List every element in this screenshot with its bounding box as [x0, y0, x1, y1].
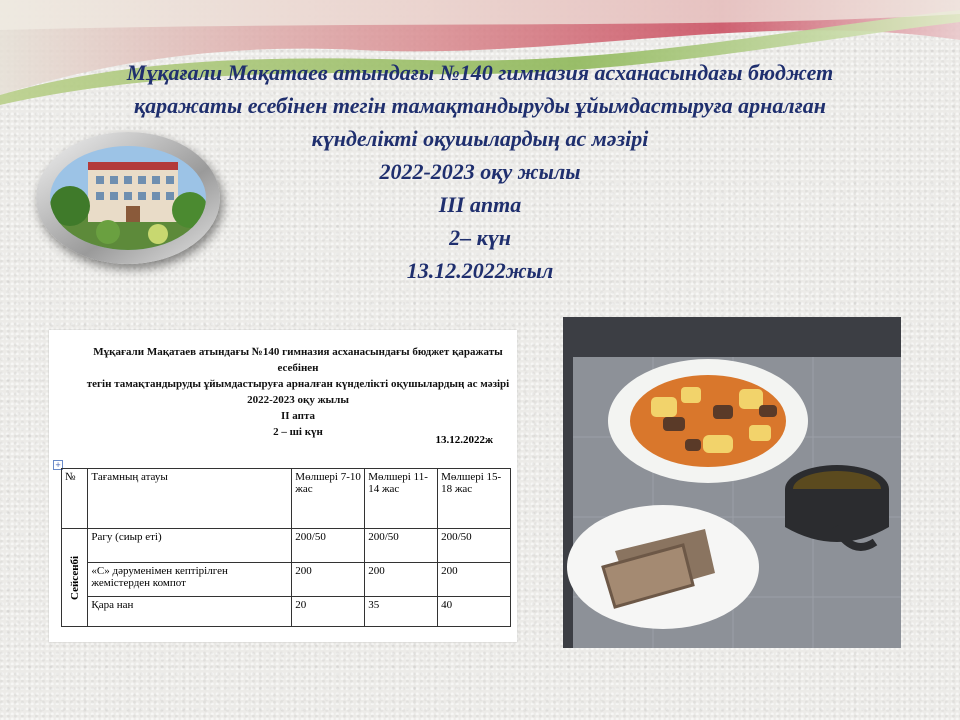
header-age-7-10: Мөлшері 7-10 жас	[292, 469, 365, 529]
title-line-3: күнделікті оқушылардың ас мәзірі	[311, 126, 649, 151]
table-move-handle-icon: +	[53, 460, 63, 470]
beef-ragout	[630, 375, 786, 467]
portion-15-18: 40	[438, 597, 511, 627]
table-row	[62, 597, 511, 627]
school-building-photo	[36, 132, 220, 264]
menu-document-scan	[49, 330, 517, 642]
dish-name: Рагу (сиыр еті)	[88, 529, 292, 563]
portion-11-14: 200	[365, 563, 438, 597]
document-heading	[49, 330, 517, 440]
portion-15-18: 200/50	[438, 529, 511, 563]
table-header-row	[62, 469, 511, 529]
portion-11-14: 200/50	[365, 529, 438, 563]
header-age-11-14: Мөлшері 11-14 жас	[365, 469, 438, 529]
table-row	[62, 563, 511, 597]
doc-head-line-4: ІІ апта	[280, 410, 316, 422]
document-date: 13.12.2022ж	[435, 434, 493, 446]
header-dish-name: Тағамның атауы	[88, 469, 292, 529]
portion-15-18: 200	[438, 563, 511, 597]
doc-head-line-5: 2 – ші күн	[273, 426, 323, 438]
portion-11-14: 35	[365, 597, 438, 627]
lunch-photo	[563, 317, 901, 648]
header-age-15-18: Мөлшері 15-18 жас	[438, 469, 511, 529]
title-line-7: 13.12.2022жыл	[406, 258, 554, 283]
doc-head-line-1: Мұқағали Мақатаев атындағы №140 гимназия асханасындағы бюджет қаражаты есебінен	[93, 346, 503, 374]
portion-7-10: 20	[292, 597, 365, 627]
title-line-6: 2– күн	[449, 225, 511, 250]
dish-name: «С» дәруменімен кептірілген жемістерден компот	[88, 563, 292, 597]
title-line-1: Мұқағали Мақатаев атындағы №140 гимназия асханасындағы бюджет	[126, 60, 834, 85]
title-line-4: 2022-2023 оқу жылы	[379, 159, 581, 184]
title-line-5: ІІІ апта	[438, 192, 522, 217]
table-row	[62, 529, 511, 563]
title-line-2: қаражаты есебінен тегін тамақтандыруды ұйымдастыруға арналған	[134, 93, 826, 118]
menu-table	[61, 468, 511, 627]
school-building-image	[48, 144, 208, 252]
doc-head-line-3: 2022-2023 оқу жылы	[247, 394, 349, 406]
dish-name: Қара нан	[88, 597, 292, 627]
portion-7-10: 200	[292, 563, 365, 597]
header-number: №	[62, 469, 88, 529]
day-label: Сейсенбі	[62, 529, 88, 627]
doc-head-line-2: тегін тамақтандыруды ұйымдастыруға арналған күнделікті оқушылардың ас мәзірі	[86, 378, 510, 390]
portion-7-10: 200/50	[292, 529, 365, 563]
